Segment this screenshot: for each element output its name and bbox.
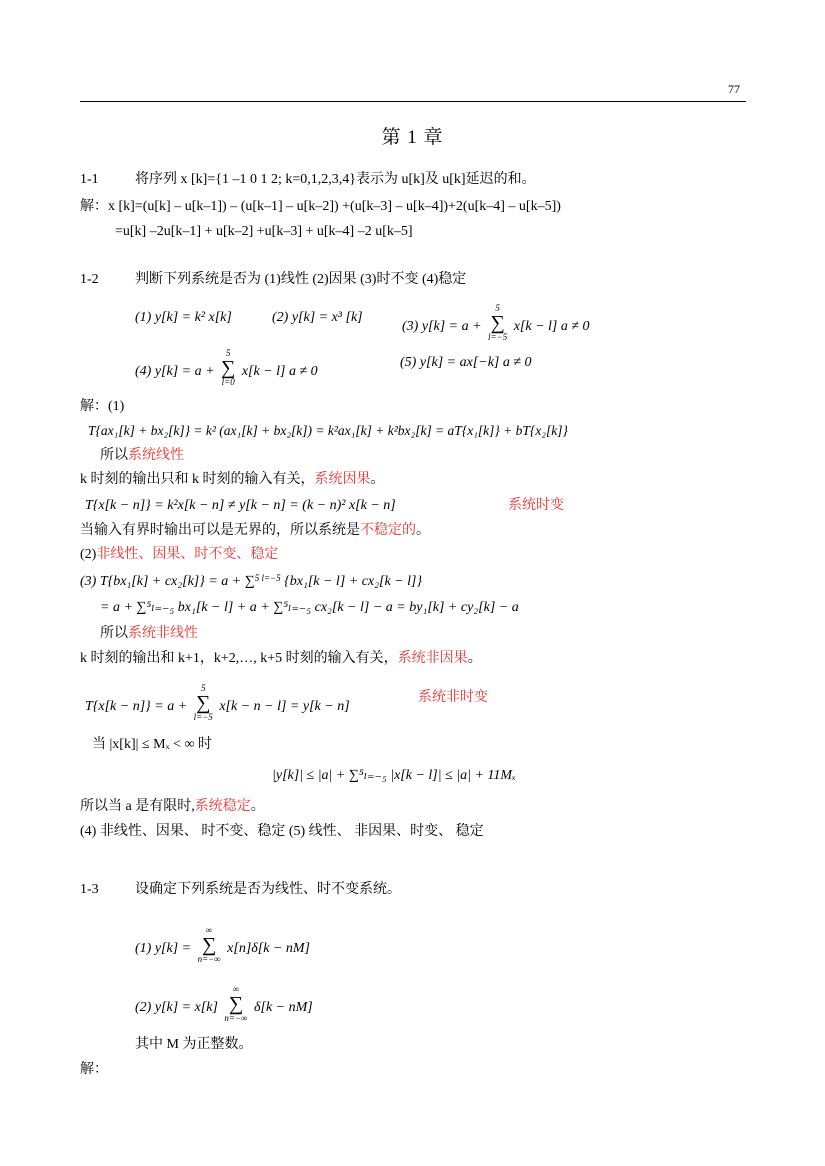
problem-1-2-number: 1-2 <box>80 272 99 287</box>
sum-symbol <box>221 349 235 387</box>
equation-lhs: (1) y[k] = <box>135 941 192 957</box>
solution-1-2-3-equation-line1 <box>80 572 422 592</box>
solution-1-2-3-nonlinear-conclusion <box>100 624 198 644</box>
solution-1-2-3-causal-conclusion <box>80 649 482 669</box>
solution-1-2-3-time-invariance-equation <box>85 683 350 726</box>
equation-1-2-3-lhs: (3) y[k] = a + <box>402 319 482 335</box>
header-rule <box>80 101 746 102</box>
problem-1-3-question: 设确定下列系统是否为线性、时不变系统。 <box>135 882 401 897</box>
equation-1-3-1 <box>135 925 311 968</box>
equation-1-2-1: (1) y[k] = k² x[k] <box>135 310 232 325</box>
conclusion-prefix: 所以当 a 是有限时, <box>80 799 195 814</box>
sum-limits: 5 l=−5 <box>254 573 281 583</box>
conclusion-suffix: 。 <box>467 651 482 666</box>
equation-rhs: x[n]δ[k − nM] <box>227 941 311 957</box>
conclusion-highlight: 系统非线性 <box>128 626 198 641</box>
solution-1-2-1-linearity-equation: T{ax₁[k] + bx₂[k]} = k² (ax₁[k] + bx₂[k]) = k²ax₁[k] + k²bx₂[k] = aT{x₁[k]} + bT{x₂[k]} <box>88 423 568 438</box>
conclusion-prefix: 所以 <box>100 626 128 641</box>
sum-symbol <box>198 926 221 964</box>
sum-lower-limit: l=0 <box>221 377 235 387</box>
sum-lower-limit: n=−∞ <box>224 1013 248 1023</box>
conclusion-highlight: 系统非因果 <box>397 651 468 666</box>
conclusion-prefix: k 时刻的输出只和 k 时刻的输入有关， <box>80 472 315 487</box>
sigma-icon: ∑ <box>202 934 217 956</box>
equation-1-2-3 <box>402 303 590 346</box>
sum-lower-limit: l=−5 <box>193 712 213 722</box>
conclusion-highlight: 系统稳定 <box>194 799 251 814</box>
equation-rhs: x[k − n − l] = y[k − n] <box>219 699 350 715</box>
solution-1-2-4-5: (4) 非线性、因果、 时不变、稳定 (5) 线性、 非因果、时变、 稳定 <box>80 824 484 839</box>
equation-1-2-3-rhs: x[k − l] a ≠ 0 <box>513 319 590 335</box>
solution-1-2-1-causal-conclusion <box>80 470 385 490</box>
equation-part: (3) T{bx₁[k] + cx₂[k]} = a + ∑ <box>80 574 255 589</box>
conclusion-suffix: 。 <box>250 799 265 814</box>
sum-symbol <box>194 684 213 722</box>
conclusion-suffix: 。 <box>416 523 430 538</box>
equation-lhs: (2) y[k] = x[k] <box>135 1000 218 1016</box>
sigma-icon: ∑ <box>228 993 244 1015</box>
sum-upper-limit: 5 <box>225 348 231 358</box>
solution-1-2-label: 解：(1) <box>80 399 125 414</box>
problem-1-1-question: 将序列 x [k]={1 –1 0 1 2; k=0,1,2,3,4}表示为 u[k]及 u[k]延迟的和。 <box>135 172 536 187</box>
problem-1-3-number: 1-3 <box>80 882 99 897</box>
equation-rhs: δ[k − nM] <box>253 1000 313 1016</box>
sigma-icon: ∑ <box>196 692 211 714</box>
sum-upper-limit: 5 <box>200 683 206 693</box>
solution-1-2-3-inequality: |y[k]| ≤ |a| + ∑⁵ₗ₌₋₅ |x[k − l]| ≤ |a| + 11Mₓ <box>272 768 517 783</box>
solution-1-2-1-linear-conclusion <box>100 446 184 466</box>
conclusion-highlight: 非线性、因果、时不变、稳定 <box>96 547 279 562</box>
solution-1-2-1-time-variance-conclusion: 系统时变 <box>508 498 564 513</box>
conclusion-highlight: 系统因果 <box>314 472 371 487</box>
equation-1-2-4-rhs: x[k − l] a ≠ 0 <box>241 364 318 380</box>
solution-1-2-2 <box>80 545 278 565</box>
sum-upper-limit: ∞ <box>232 984 240 994</box>
equation-1-2-2: (2) y[k] = x³ [k] <box>272 310 363 325</box>
sigma-icon: ∑ <box>221 357 236 379</box>
conclusion-prefix: k 时刻的输出和 k+1，k+2,…, k+5 时刻的输入有关， <box>80 651 398 666</box>
problem-1-2-question: 判断下列系统是否为 (1)线性 (2)因果 (3)时不变 (4)稳定 <box>135 272 467 287</box>
conclusion-highlight: 不稳定的 <box>360 523 416 538</box>
conclusion-prefix: 当输入有界时输出可以是无界的，所以系统是 <box>80 523 360 538</box>
problem-1-1-solution-line2: =u[k] –2u[k–1] + u[k–2] +u[k–3] + u[k–4] –2 u[k–5] <box>115 224 413 239</box>
equation-part: {bx₁[k − l] + cx₂[k − l]} <box>280 574 423 589</box>
sum-symbol <box>224 985 247 1023</box>
solution-1-2-3-bounded-input: 当 |x[k]| ≤ Mₓ < ∞ 时 <box>92 737 212 752</box>
solution-1-2-3-equation-line2: = a + ∑⁵ₗ₌₋₅ bx₁[k − l] + a + ∑⁵ₗ₌₋₅ cx₂[k − l] − a = by₁[k] + cy₂[k] − a <box>100 600 519 615</box>
problem-1-1-number: 1-1 <box>80 172 99 187</box>
solution-1-2-3-time-invariance-conclusion: 系统非时变 <box>418 690 488 705</box>
sum-lower-limit: l=−5 <box>488 332 508 342</box>
conclusion-highlight: 系统线性 <box>128 448 184 463</box>
sigma-icon: ∑ <box>490 312 505 334</box>
solution-1-2-1-stability-conclusion <box>80 521 430 541</box>
solution-1-2-1-time-variance-equation: T{x[k − n]} = k²x[k − n] ≠ y[k − n] = (k − n)² x[k − n] <box>85 498 396 513</box>
page-number: 77 <box>728 82 740 96</box>
sum-symbol <box>488 304 507 342</box>
chapter-title: 第 1 章 <box>381 127 444 148</box>
equation-lhs: T{x[k − n]} = a + <box>85 699 188 715</box>
sum-upper-limit: ∞ <box>205 925 213 935</box>
equation-1-2-5: (5) y[k] = ax[−k] a ≠ 0 <box>400 355 532 370</box>
equation-1-2-4 <box>135 348 318 391</box>
problem-1-1-solution-line1: 解：x [k]=(u[k] – u[k–1]) – (u[k–1] – u[k–2]) +(u[k–3] – u[k–4])+2(u[k–4] – u[k–5]) <box>80 199 561 214</box>
problem-1-3-note: 其中 M 为正整数。 <box>135 1037 253 1052</box>
conclusion-suffix: 。 <box>370 472 385 487</box>
sum-upper-limit: 5 <box>495 303 500 313</box>
sum-lower-limit: n=−∞ <box>197 954 221 964</box>
conclusion-prefix: 所以 <box>100 448 128 463</box>
solution-1-3-label: 解： <box>80 1062 108 1077</box>
equation-1-2-4-lhs: (4) y[k] = a + <box>135 364 215 380</box>
equation-1-3-2 <box>135 984 313 1027</box>
solution-1-2-3-stable-conclusion <box>80 797 265 817</box>
solution-number: (2) <box>80 547 97 562</box>
